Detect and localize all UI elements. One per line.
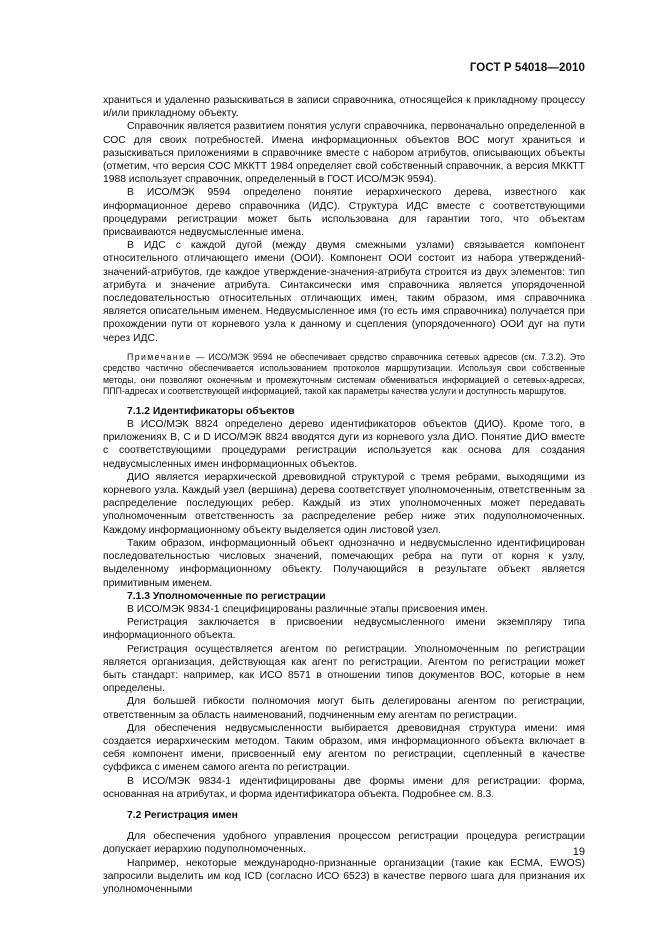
section-heading-7-1-2: 7.1.2 Идентификаторы объектов — [127, 405, 295, 417]
paragraph: Таким образом, информационный объект однозначно и недвусмысленно идентифицирован последовательностью числовых значений, помечающих ребра на пути от корня к узлу, выделенному информационному объекту. Получающийся в результате объект является примитивным именем. — [103, 537, 585, 589]
paragraph: Например, некоторые международно-признанные организации (такие как ECMA, EWOS) запросили выделить им код ICD (согласно ИСО 6523) в качестве первого шага для признания их уполномоченными — [103, 857, 585, 895]
paragraph: В ИСО/МЭК 9594 определено понятие иерархического дерева, известного как информационное дерево справочника (ИДС). Структура ИДС вместе с соответствующими процедурами регистрации может быть использована для гарантии того, что объектам присваиваются недвусмысленные имена. — [103, 187, 585, 239]
paragraph: Регистрация осуществляется агентом по регистрации. Уполномоченным по регистрации является организация, действующая как агент по регистрации. Агентом по регистрации может быть стандарт: например, как ИСО 8571 в отношении типов документов ВОС, которые в нем определены. — [103, 643, 585, 695]
note-text: — ИСО/МЭК 9594 не обеспечивает средство справочника сетевых адресов (см. 7.3.2). Это средство частично обеспечивается использованием протоколов маршрутизации. Используя свои собственные методы, они позволяют оконечным и промежуточным системам обмениваться информацией о сетевых-адресах, ППП-адресах и соответствующей информацией, такой как параметры качества услуги и доступность маршрутов. — [103, 351, 585, 397]
paragraph: Для большей гибкости полномочия могут быть делегированы агентом по регистрации, ответственным за область наименований, подчиненным ему агентам по регистрации. — [103, 696, 585, 721]
standard-designation: ГОСТ Р 54018—2010 — [469, 62, 585, 74]
paragraph: В ИСО/МЭК 8824 определено дерево идентификаторов объектов (ДИО). Кроме того, в приложениях B, C и D ИСО/МЭК 8824 вводятся дуги из корневого узла ДИО. Понятие ДИО вместе с соответствующими процедурами регистрации используется как основа для создания недвусмысленных имен информационных объектов. — [103, 419, 585, 470]
note-label: Примечание — [127, 351, 192, 362]
note — [103, 352, 585, 398]
paragraph-continuation: храниться и удаленно разыскиваться в записи справочника, относящейся к прикладному процессу и/или прикладному объекту. — [103, 95, 585, 120]
section-heading-7-1-3: 7.1.3 Уполномоченные по регистрации — [127, 590, 326, 602]
paragraph: Справочник является развитием понятия услуги справочника, первоначально определенной в СОС для своих потребностей. Имена информационных объектов ВОС могут храниться и разыскиваться приложениями в справочнике вместе с набором атрибутов, описывающих объекты (отметим, что версия СОС МККТТ 1984 определяет свой собственный справочник, а версия МККТТ 1988 использует справочник, определенный в ГОСТ ИСО/МЭК 9594). — [103, 121, 585, 186]
paragraph: В ИДС с каждой дугой (между двумя смежными узлами) связывается компонент относительного отличающего имени (ООИ). Компонент ООИ состоит из набора утверждений-значений-атрибутов, где каждое утверждение-значения-атрибута строится из двух элементов: тип атрибута и значение атрибута. Синтаксически имя справочника является упорядоченной последовательностью относительных отличающих имен, таким образом, имя справочника является описательным именем. Недвусмысленное имя (то есть имя справочника) получается при прохождении пути от корневого узла к данному и сцепления (упорядоченного) ООИ дуг на пути через ИДС. — [103, 240, 585, 344]
paragraph: Для обеспечения недвусмысленности выбирается древовидная структура имени: имя создается иерархическим методом. Таким образом, имя информационного объекта включает в себя компонент имени, присвоенный ему агентом по регистрации, сцепленный в качестве суффикса с именем самого агента по регистрации. — [103, 722, 585, 774]
paragraph: Регистрация заключается в присвоении недвусмысленного имени экземпляру типа информационного объекта. — [103, 617, 585, 642]
document-body — [103, 94, 585, 896]
paragraph: Для обеспечения удобного управления процессом регистрации процедура регистрации допускает иерархию подуполномоченных. — [103, 831, 585, 856]
page-number: 19 — [572, 846, 585, 858]
paragraph: В ИСО/МЭК 9834-1 специфицированы различные этапы присвоения имен. — [127, 603, 488, 615]
paragraph: ДИО является иерархической древовидной структурой с тремя ребрами, выходящими из корневого узла. Каждый узел (вершина) дерева соответствует уполномоченным, ответственным за распределение последующих ребер. Каждый из этих уполномоченных может передавать уполномоченным ответственность за распределение ребер ниже этих подуполномоченных. Каждому информационному объекту выделяется один листовой узел. — [103, 471, 585, 536]
paragraph: В ИСО/МЭК 9834-1 идентифицированы две формы имени для регистрации: форма, основанная на атрибутах, и форма идентификатора объекта. Подробнее см. 8.3. — [103, 775, 585, 800]
section-heading-7-2: 7.2 Регистрация имен — [127, 809, 238, 821]
